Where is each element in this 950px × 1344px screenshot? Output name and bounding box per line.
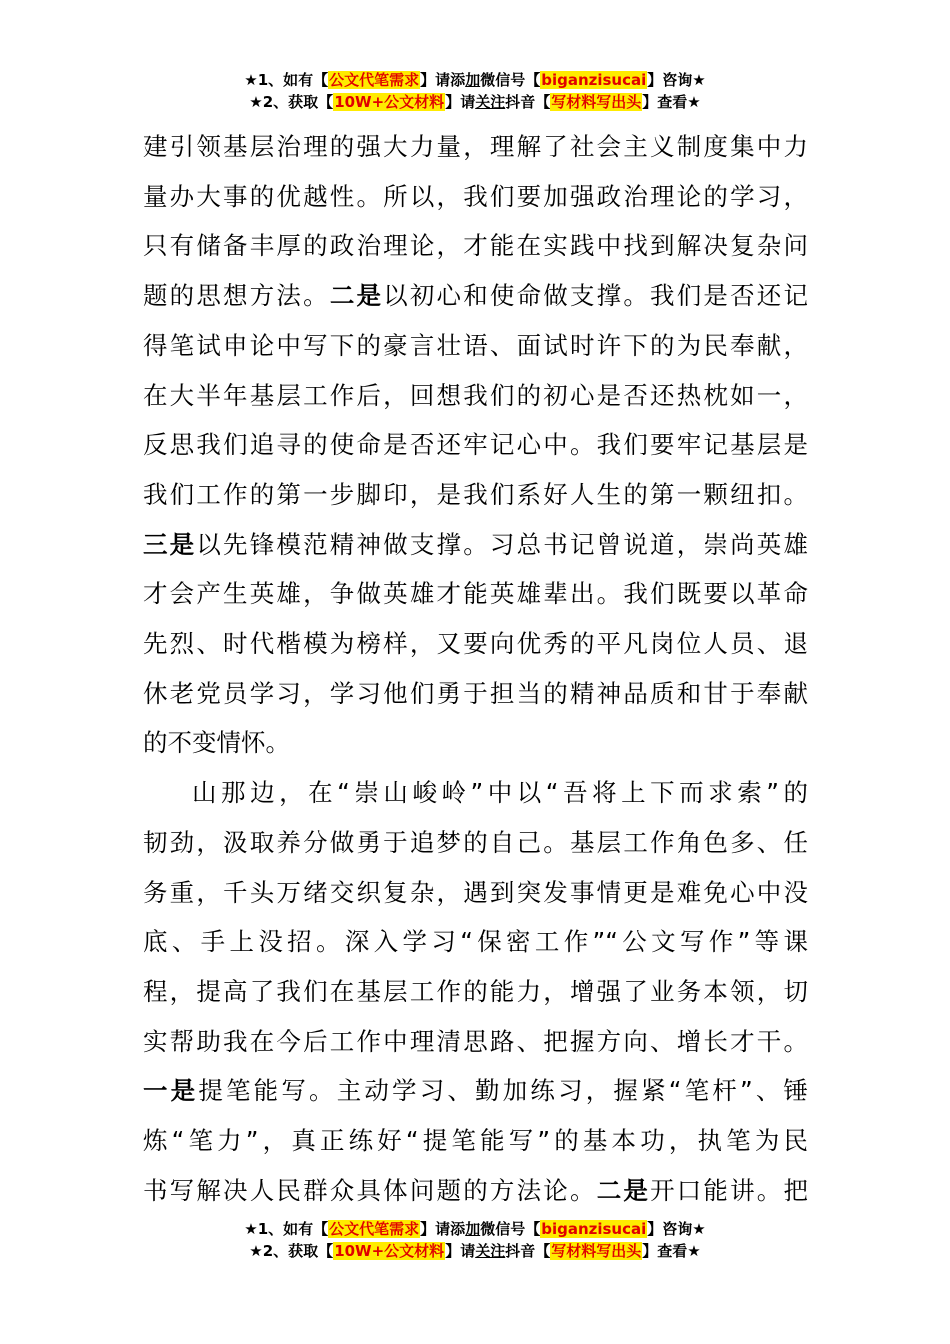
text-line: 量办大事的优越性。所以，我们要加强政治理论的学习，	[143, 181, 808, 211]
banner-text: 抖音【	[505, 93, 551, 111]
banner-text: 】咨询★	[647, 1220, 706, 1238]
wechat-id-highlight: biganzisucai	[541, 1220, 647, 1238]
text-line: 才会产生英雄，争做英雄才能英雄辈出。我们既要以革命	[143, 579, 808, 609]
text-line: 得笔试申论中写下的豪言壮语、面试时许下的为民奉献，	[143, 330, 808, 360]
banner-text: 】咨询★	[647, 71, 706, 89]
banner-text: 】请	[445, 1242, 476, 1260]
banner-line-2	[0, 1240, 950, 1262]
text-line: 我们工作的第一步脚印，是我们系好人生的第一颗纽扣。	[143, 479, 808, 509]
text-line: 的不变情怀。	[143, 728, 290, 758]
underlined-text: 加	[465, 71, 481, 89]
text-line	[143, 1066, 808, 1116]
douyin-id-highlight: 写材料写出头	[551, 1242, 642, 1260]
banner-line-1	[0, 69, 950, 91]
text-segment: 提笔能写。主动学习、勤加练习，握紧“笔杆”、锤	[198, 1076, 808, 1106]
text-line: 在大半年基层工作后，回想我们的初心是否还热枕如一，	[143, 380, 808, 410]
text-line: 先烈、时代楷模为榜样，又要向优秀的平凡岗位人员、退	[143, 629, 808, 659]
douyin-id-highlight: 写材料写出头	[551, 93, 642, 111]
banner-text: 抖音【	[505, 1242, 551, 1260]
text-line: 反思我们追寻的使命是否还牢记心中。我们要牢记基层是	[143, 430, 808, 460]
banner-text: 】查看★	[642, 1242, 701, 1260]
text-line: 只有储备丰厚的政治理论，才能在实践中找到解决复杂问	[143, 231, 808, 261]
underlined-text: 关注	[475, 1242, 506, 1260]
text-segment: 以先锋模范精神做支撑。习总书记曾说道，崇尚英雄	[196, 529, 808, 559]
highlight-label: 10W+公文材料	[334, 93, 445, 111]
banner-text: ★2、获取【	[249, 1242, 334, 1260]
banner-line-1	[0, 1218, 950, 1240]
paragraph-2	[143, 768, 808, 1215]
text-line: 山那边，在“崇山峻岭”中以“吾将上下而求索”的	[192, 778, 808, 808]
text-line: 实帮助我在今后工作中理清思路、把握方向、增长才干。	[143, 1026, 808, 1056]
banner-text: 】请	[445, 93, 476, 111]
bold-marker: 二是	[596, 1175, 651, 1205]
text-line: 炼“笔力”，真正练好“提笔能写”的基本功，执笔为民	[143, 1126, 808, 1156]
text-line	[143, 1166, 808, 1216]
banner-text: 微信号【	[480, 71, 541, 89]
text-segment: 以初心和使命做支撑。我们是否还记	[383, 281, 808, 311]
banner-text: 微信号【	[480, 1220, 541, 1238]
footer-banner	[0, 1218, 950, 1262]
document-body	[143, 122, 808, 1215]
highlight-label: 公文代笔需求	[329, 1220, 420, 1238]
banner-text: 】查看★	[642, 93, 701, 111]
bold-marker: 二是	[329, 281, 384, 311]
text-line: 韧劲，汲取养分做勇于追梦的自己。基层工作角色多、任	[143, 827, 808, 857]
text-line: 务重，千头万绪交织复杂，遇到突发事情更是难免心中没	[143, 877, 808, 907]
paragraph-1	[143, 122, 808, 768]
text-line: 建引领基层治理的强大力量，理解了社会主义制度集中力	[143, 132, 808, 161]
banner-text: 】请添	[420, 71, 466, 89]
text-line	[143, 520, 808, 570]
text-line	[143, 271, 808, 321]
text-line: 休老党员学习，学习他们勇于担当的精神品质和甘于奉献	[143, 678, 808, 708]
highlight-label: 公文代笔需求	[329, 71, 420, 89]
text-segment: 书写解决人民群众具体问题的方法论。	[143, 1175, 597, 1205]
text-segment: 开口能讲。把	[650, 1175, 808, 1205]
bold-marker: 三是	[143, 529, 197, 559]
wechat-id-highlight: biganzisucai	[541, 71, 647, 89]
highlight-label: 10W+公文材料	[334, 1242, 445, 1260]
banner-text: ★1、如有【	[244, 1220, 329, 1238]
text-segment: 题的思想方法。	[143, 281, 330, 311]
underlined-text: 加	[465, 1220, 481, 1238]
header-banner	[0, 69, 950, 113]
banner-text: ★1、如有【	[244, 71, 329, 89]
bold-marker: 一是	[143, 1076, 199, 1106]
text-line: 底、手上没招。深入学习“保密工作”“公文写作”等课	[143, 927, 808, 957]
banner-line-2	[0, 91, 950, 113]
underlined-text: 关注	[475, 93, 506, 111]
banner-text: ★2、获取【	[249, 93, 334, 111]
text-line: 程，提高了我们在基层工作的能力，增强了业务本领，切	[143, 976, 808, 1006]
banner-text: 】请添	[420, 1220, 466, 1238]
